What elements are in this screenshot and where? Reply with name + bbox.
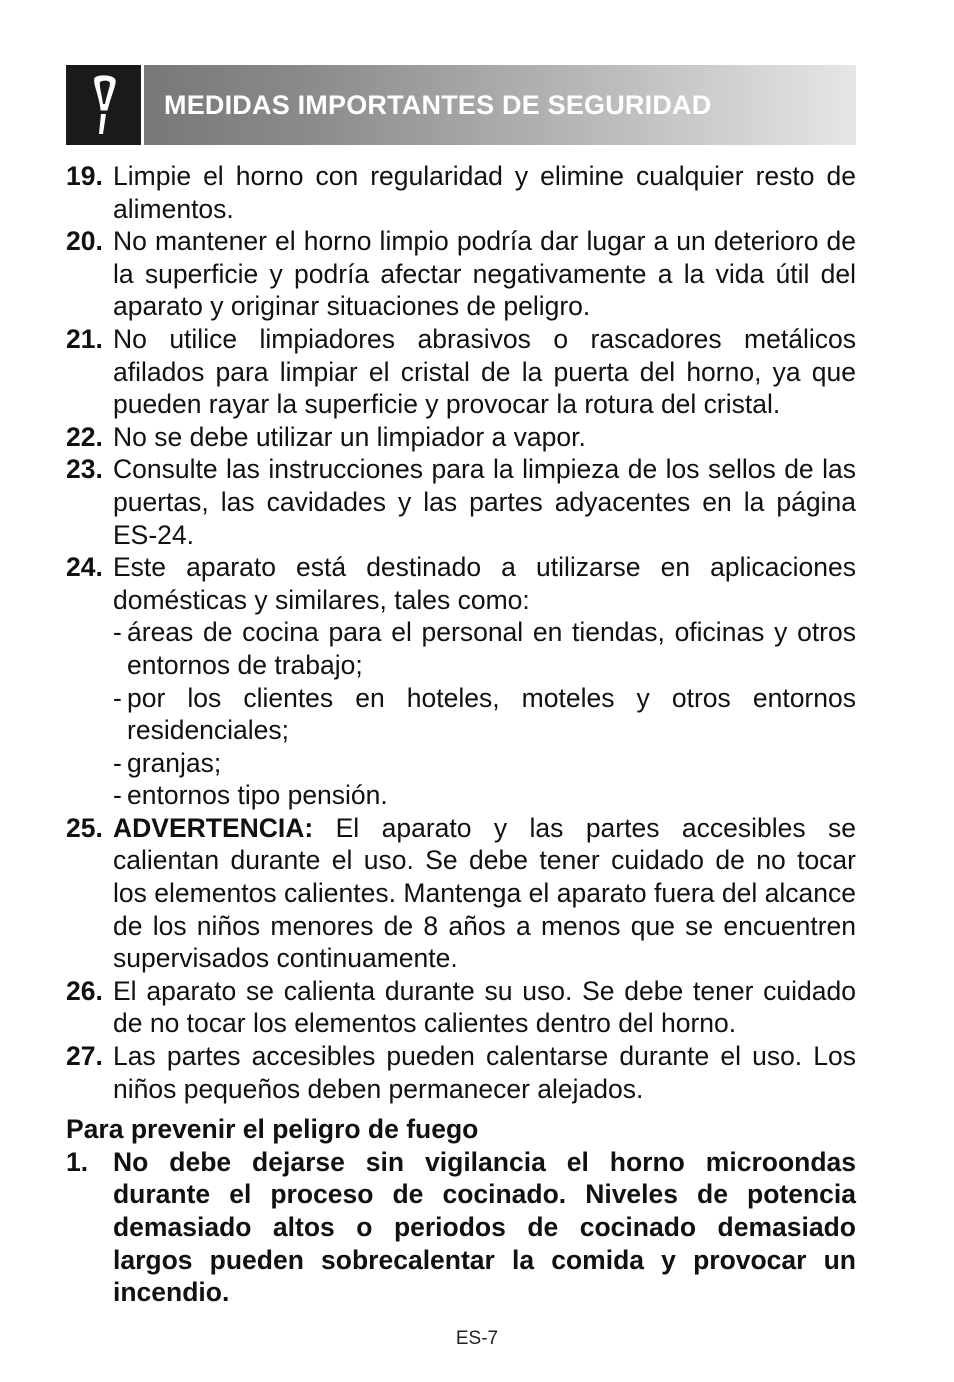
list-item-25 <box>66 812 856 975</box>
item-text: Este aparato está destinado a utilizarse en aplicaciones domésticas y similares, tales como: <box>113 552 856 615</box>
sub-item-dash: - <box>113 747 122 778</box>
sub-item-text: por los clientes en hoteles, moteles y otros entornos residenciales; <box>127 682 856 746</box>
warning-label: ADVERTENCIA: <box>113 812 314 843</box>
item-number: 21. <box>66 323 103 354</box>
sub-item <box>66 779 856 812</box>
item-number: 22. <box>66 421 103 452</box>
item-number: 24. <box>66 552 103 583</box>
item-text: Consulte las instrucciones para la limpieza de los sellos de las puertas, las cavidades y las partes adyacentes en la página ES-24. <box>113 454 856 550</box>
list-item-22 <box>66 421 856 454</box>
page-number: ES-7 <box>455 1328 499 1349</box>
sub-item <box>66 747 856 780</box>
item-text: No se debe utilizar un limpiador a vapor. <box>113 421 586 452</box>
instructions-list <box>66 160 856 1309</box>
fire-section-title: Para prevenir el peligro de fuego <box>66 1114 479 1145</box>
item-text: No utilice limpiadores abrasivos o rascadores metálicos afilados para limpiar el cristal de la puerta del horno, ya que pueden rayar la superficie y provocar la rotura del cristal. <box>113 323 856 420</box>
warning-text: El aparato y las partes accesibles se calientan durante el uso. Se debe tener cuidado de no tocar los elementos calientes. Mantenga el aparato fuera del alcance de los niños menores de 8 años a menos que se encuentren supervisados continuamente. <box>113 812 856 974</box>
list-item-27 <box>66 1040 856 1105</box>
fire-list-item-1 <box>66 1146 856 1309</box>
item-text <box>113 812 856 975</box>
exclamation-icon <box>89 74 119 136</box>
item-number: 26. <box>66 975 103 1006</box>
sub-item-dash: - <box>113 780 122 811</box>
page-title: MEDIDAS IMPORTANTES DE SEGURIDAD <box>164 89 712 120</box>
item-number: 20. <box>66 226 103 257</box>
item-text: Limpie el horno con regularidad y elimine cualquier resto de alimentos. <box>113 161 856 224</box>
sub-item <box>66 616 856 681</box>
item-number: 19. <box>66 161 103 191</box>
list-item-23 <box>66 453 856 551</box>
item-text: No mantener el horno limpio podría dar lugar a un deterioro de la superficie y podría afectar negativamente a la vida útil del aparato y originar situaciones de peligro. <box>113 226 856 322</box>
item-number: 1. <box>66 1146 89 1177</box>
sub-item-text: áreas de cocina para el personal en tiendas, oficinas y otros entornos de trabajo; <box>127 617 856 680</box>
item-text: Las partes accesibles pueden calentarse durante el uso. Los niños pequeños deben permanecer alejados. <box>113 1041 856 1104</box>
item-number: 27. <box>66 1041 103 1072</box>
list-item-26 <box>66 975 856 1040</box>
item-text: No debe dejarse sin vigilancia el horno microondas durante el proceso de cocinado. Niveles de potencia demasiado altos o periodos de cocinado demasiado largos pueden sobrecalentar la comida y provocar un incendio. <box>113 1146 856 1308</box>
list-item-21 <box>66 323 856 421</box>
item-number: 23. <box>66 454 103 485</box>
item-number: 25. <box>66 812 103 843</box>
header-icon-box <box>66 65 144 145</box>
item-text: El aparato se calienta durante su uso. Se debe tener cuidado de no tocar los elementos calientes dentro del horno. <box>113 975 856 1039</box>
list-item-20 <box>66 225 856 323</box>
list-item-24 <box>66 551 856 616</box>
list-item-19 <box>66 160 856 225</box>
sub-item-dash: - <box>113 617 122 648</box>
section-header <box>66 65 856 145</box>
sub-item-dash: - <box>113 682 122 713</box>
sub-item-text: entornos tipo pensión. <box>127 780 388 811</box>
sub-item <box>66 682 856 747</box>
sub-item-text: granjas; <box>127 747 222 778</box>
